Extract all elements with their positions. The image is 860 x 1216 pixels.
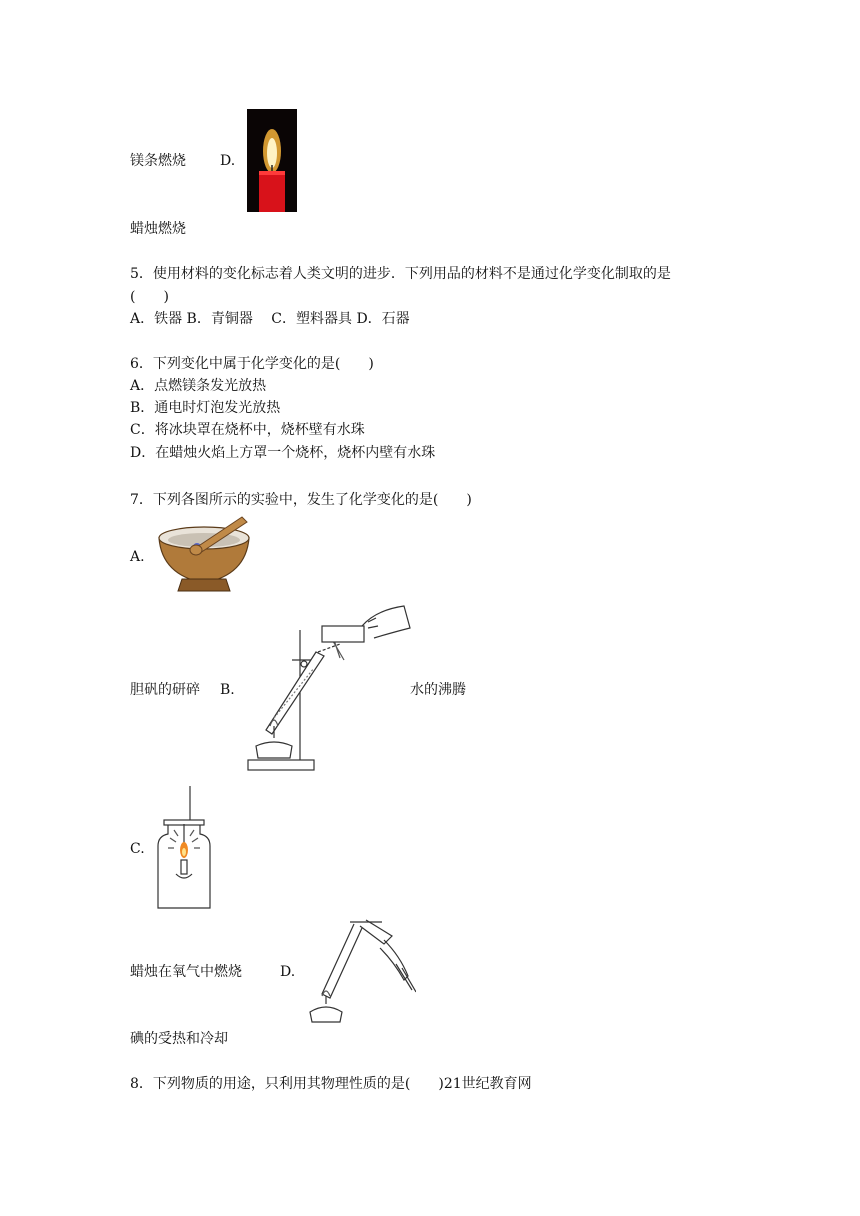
iodine-heating-image	[304, 916, 416, 1026]
q5-stem: 5．使用材料的变化标志着人类文明的进步．下列用品的材料不是通过化学变化制取的是	[130, 266, 671, 282]
q7-option-a-caption: 胆矾的研碎	[130, 682, 200, 698]
q5-paren: ( )	[130, 289, 169, 305]
candle-burning-image	[247, 109, 297, 212]
q7-option-b-caption: 水的沸腾	[410, 682, 466, 698]
q6-option-b: B．通电时灯泡发光放热	[130, 400, 281, 416]
q6-option-d: D．在蜡烛火焰上方罩一个烧杯，烧杯内壁有水珠	[130, 445, 436, 461]
mortar-pestle-image	[154, 513, 254, 595]
q7-option-c-label: C.	[130, 841, 145, 857]
q7-stem: 7．下列各图所示的实验中，发生了化学变化的是( )	[130, 492, 472, 508]
boiling-water-apparatus-image	[244, 600, 414, 774]
q6-stem: 6．下列变化中属于化学变化的是( )	[130, 356, 374, 372]
q7-option-a-label: A.	[130, 549, 145, 565]
q4-option-c-caption: 镁条燃烧	[130, 153, 186, 169]
q6-option-c: C．将冰块罩在烧杯中，烧杯壁有水珠	[130, 422, 365, 438]
q6-option-a: A．点燃镁条发光放热	[130, 378, 267, 394]
q4-option-d-caption: 蜡烛燃烧	[130, 221, 186, 237]
q8-stem: 8．下列物质的用途，只利用其物理性质的是( )21世纪教育网	[130, 1076, 532, 1092]
q7-option-d-caption: 碘的受热和冷却	[130, 1031, 228, 1047]
q7-option-c-caption: 蜡烛在氧气中燃烧	[130, 964, 242, 980]
q7-option-b-label: B.	[220, 682, 235, 698]
q5-options: A．铁器 B．青铜器 C．塑料器具 D．石器	[130, 311, 410, 327]
q7-option-d-label: D.	[280, 964, 296, 980]
q4-option-d-label: D.	[220, 153, 236, 169]
candle-in-oxygen-jar-image	[154, 784, 214, 912]
